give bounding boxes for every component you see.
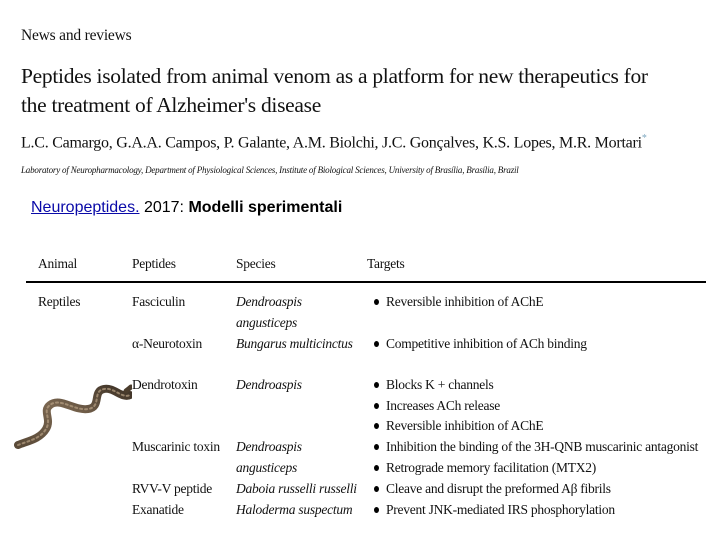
section-label: News and reviews: [21, 27, 132, 44]
corresponding-author-marker[interactable]: *: [641, 133, 647, 144]
species-name-cont: angusticeps: [236, 460, 297, 475]
bullet-icon: [374, 465, 379, 471]
species-name: Daboia russelli russelli: [236, 481, 357, 496]
title-line-2: the treatment of Alzheimer's disease: [21, 93, 321, 117]
bullet-icon: [374, 423, 379, 429]
bullet-icon: [374, 403, 379, 409]
peptide-name: α-Neurotoxin: [132, 336, 203, 351]
species-name: Haloderma suspectum: [236, 502, 353, 517]
target-item: Reversible inhibition of AChE: [374, 418, 543, 434]
citation-year: 2017:: [139, 199, 189, 216]
citation-topic: Modelli sperimentali: [188, 199, 343, 216]
bullet-icon: [374, 444, 379, 450]
bullet-icon: [374, 382, 379, 388]
species-name: Dendroaspis: [236, 294, 302, 309]
target-item: Prevent JNK-mediated IRS phosphorylation: [374, 502, 615, 518]
column-header-peptides: Peptides: [132, 256, 176, 271]
target-item: Increases ACh release: [374, 398, 500, 414]
peptide-name: Muscarinic toxin: [132, 439, 220, 454]
header-divider: [26, 281, 706, 283]
target-item: Reversible inhibition of AChE: [374, 294, 543, 310]
authors-text: L.C. Camargo, G.A.A. Campos, P. Galante, A.M. Biolchi, J.C. Gonçalves, K.S. Lopes, M.R. Mortari: [21, 134, 642, 152]
species-name: Bungarus multicinctus: [236, 336, 353, 351]
peptide-name: RVV-V peptide: [132, 481, 213, 496]
target-item: Cleave and disrupt the preformed Aβ fibrils: [374, 481, 611, 497]
species-name: Dendroaspis: [236, 377, 302, 392]
title-line-1: Peptides isolated from animal venom as a platform for new therapeutics for: [21, 64, 648, 88]
animal-cell: Reptiles: [38, 294, 81, 309]
target-item: Inhibition the binding of the 3H-QNB muscarinic antagonist: [374, 439, 698, 455]
snake-image: [14, 381, 132, 453]
peptide-name: Dendrotoxin: [132, 377, 198, 392]
column-header-species: Species: [236, 256, 276, 271]
column-header-animal: Animal: [38, 256, 77, 271]
target-item: Blocks K + channels: [374, 377, 493, 393]
peptide-name: Exanatide: [132, 502, 184, 517]
column-header-targets: Targets: [367, 256, 405, 271]
target-item: Competitive inhibition of ACh binding: [374, 336, 587, 352]
peptide-name: Fasciculin: [132, 294, 185, 309]
species-name: Dendroaspis: [236, 439, 302, 454]
bullet-icon: [374, 507, 379, 513]
bullet-icon: [374, 341, 379, 347]
target-item: Retrograde memory facilitation (MTX2): [374, 460, 596, 476]
bullet-icon: [374, 299, 379, 305]
species-name-cont: angusticeps: [236, 315, 297, 330]
journal-link[interactable]: Neuropeptides.: [31, 199, 140, 216]
bullet-icon: [374, 486, 379, 492]
affiliation: Laboratory of Neuropharmacology, Department of Physiological Sciences, Institute of Biological Sciences, University of Brasília, Brasília, Brazil: [21, 165, 519, 175]
